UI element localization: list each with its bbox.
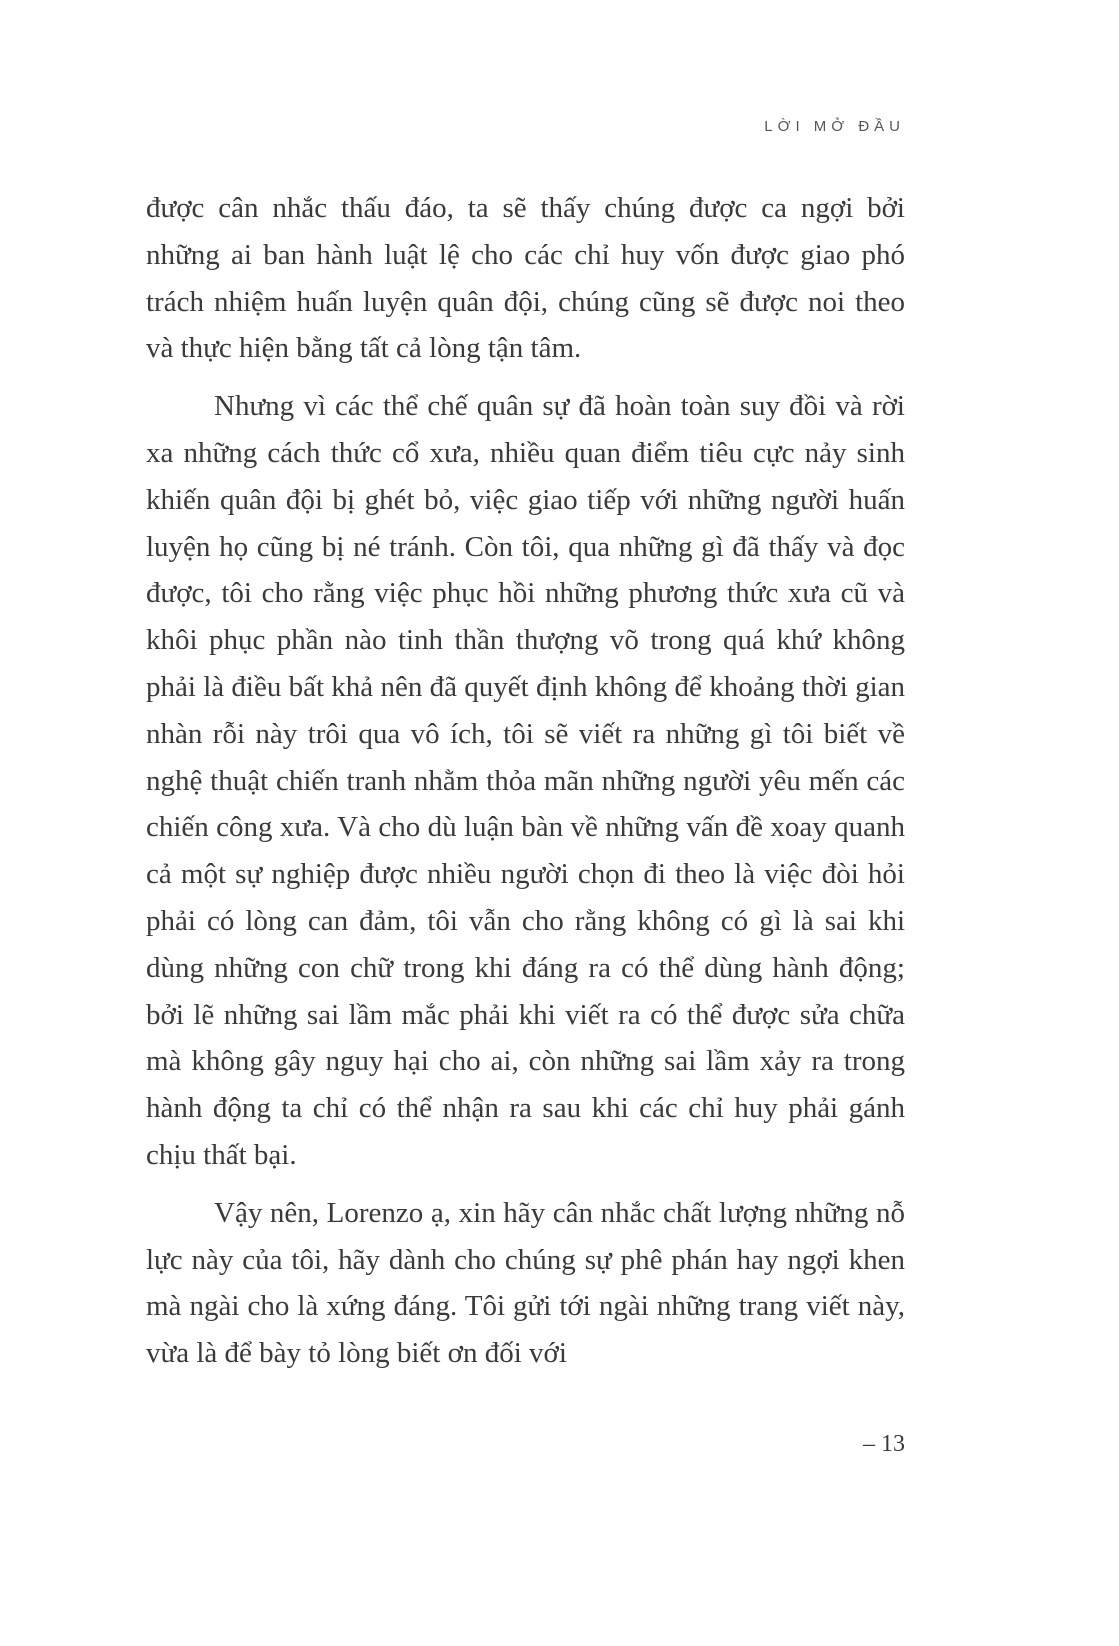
paragraph: được cân nhắc thấu đáo, ta sẽ thấy chúng được ca ngợi bởi những ai ban hành luật lệ cho các chỉ huy vốn được giao phó trách nhiệm huấn luyện quân đội, chúng cũng sẽ được noi theo và thực hiện bằng tất cả lòng tận tâm.: [146, 192, 905, 365]
page-number: – 13: [863, 1431, 905, 1457]
running-header: LỜI MỞ ĐẦU: [764, 118, 905, 135]
paragraph: Nhưng vì các thể chế quân sự đã hoàn toàn suy đồi và rời xa những cách thức cổ xưa, nhiều quan điểm tiêu cực nảy sinh khiến quân đội bị ghét bỏ, việc giao tiếp với những người huấn luyện họ cũng bị né tránh. Còn tôi, qua những gì đã thấy và đọc được, tôi cho rằng việc phục hồi những phương thức xưa cũ và khôi phục phần nào tinh thần thượng võ trong quá khứ không phải là điều bất khả nên đã quyết định không để khoảng thời gian nhàn rỗi này trôi qua vô ích, tôi sẽ viết ra những gì tôi biết về nghệ thuật chiến tranh nhằm thỏa mãn những người yêu mến các chiến công xưa. Và cho dù luận bàn về những vấn đề xoay quanh cả một sự nghiệp được nhiều người chọn đi theo là việc đòi hỏi phải có lòng can đảm, tôi vẫn cho rằng không có gì là sai khi dùng những con chữ trong khi đáng ra có thể dùng hành động; bởi lẽ những sai lầm mắc phải khi viết ra có thể được sửa chữa mà không gây nguy hại cho ai, còn những sai lầm xảy ra trong hành động ta chỉ có thể nhận ra sau khi các chỉ huy phải gánh chịu thất bại.: [146, 390, 905, 1171]
page-content: [146, 185, 905, 1377]
paragraph: Vậy nên, Lorenzo ạ, xin hãy cân nhắc chất lượng những nỗ lực này của tôi, hãy dành cho chúng sự phê phán hay ngợi khen mà ngài cho là xứng đáng. Tôi gửi tới ngài những trang viết này, vừa là để bày tỏ lòng biết ơn đối với: [146, 1196, 905, 1370]
